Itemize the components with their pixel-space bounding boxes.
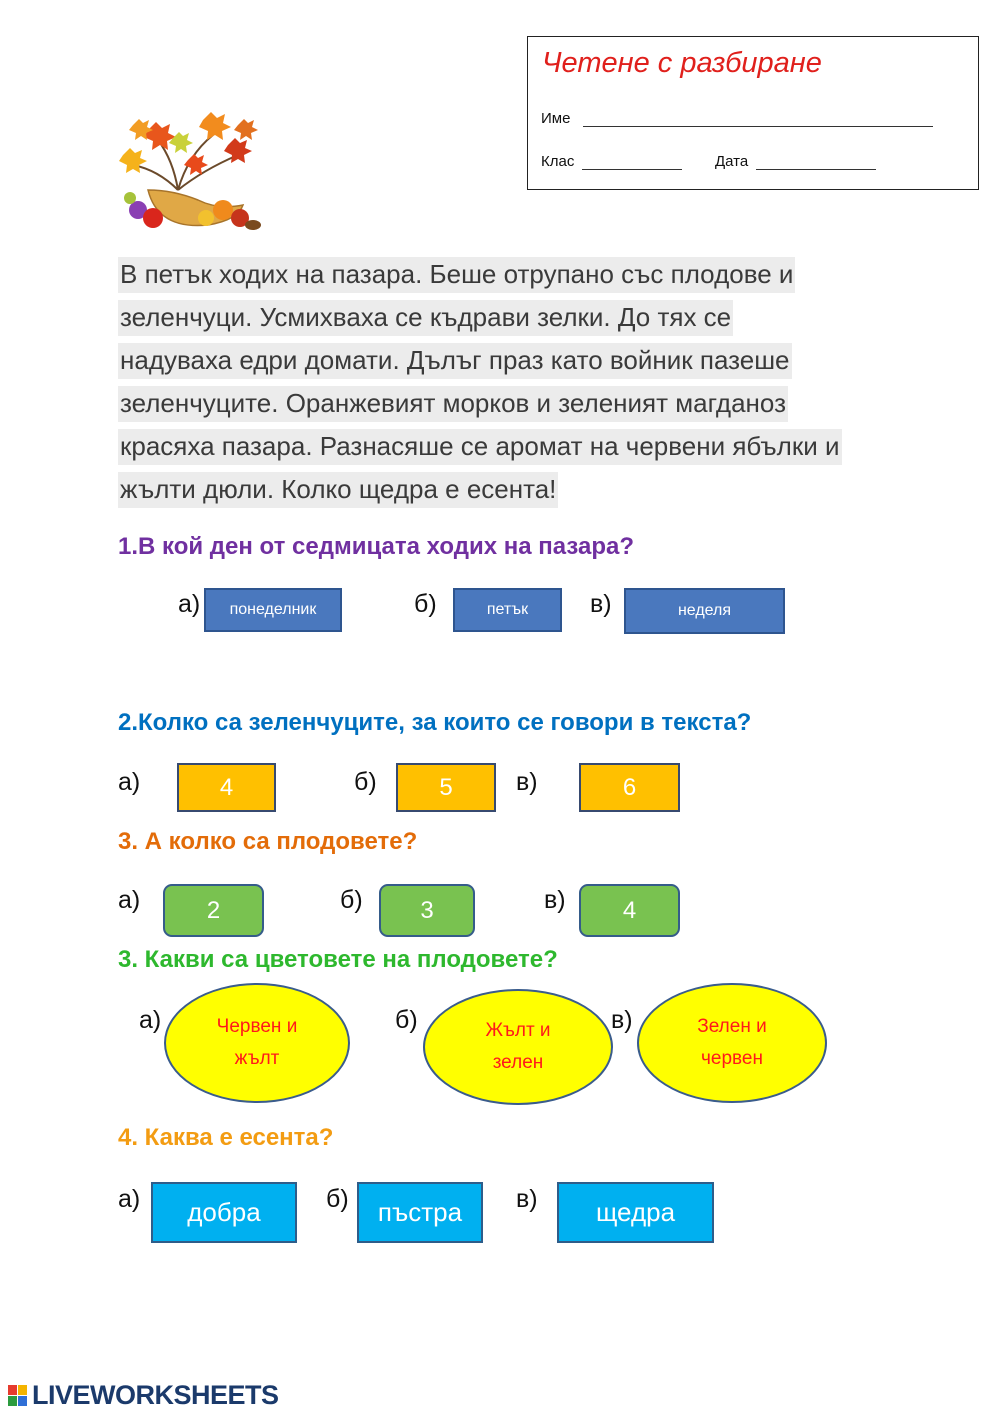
answer-text-line: жълт xyxy=(234,1048,280,1069)
answer-text-line: Зелен и xyxy=(697,1016,767,1037)
passage-line: зеленчуци. Усмихваха се къдрави зелки. До тях се xyxy=(118,300,733,336)
question-1: 1.В кой ден от седмицата ходих на пазара? xyxy=(118,533,634,560)
name-field[interactable] xyxy=(583,126,933,127)
answer-friday-button[interactable]: петък xyxy=(453,588,562,632)
answer-6-button[interactable]: 6 xyxy=(579,763,680,812)
date-label: Дата xyxy=(715,153,749,170)
question-3: 3. А колко са плодовете? xyxy=(118,828,418,855)
question-fruit-colors: 3. Какви са цветовете на плодовете? xyxy=(118,946,558,973)
option-label-b: б) xyxy=(395,1006,418,1034)
option-label-c: в) xyxy=(544,886,566,914)
answer-generous-button[interactable]: щедра xyxy=(557,1182,714,1243)
answer-monday-button[interactable]: понеделник xyxy=(204,588,342,632)
answer-good-button[interactable]: добра xyxy=(151,1182,297,1243)
worksheet-header-box xyxy=(527,36,979,190)
option-label-a: а) xyxy=(139,1006,162,1034)
class-label: Клас xyxy=(541,153,575,170)
option-label-a: а) xyxy=(178,590,201,618)
answer-4-button[interactable]: 4 xyxy=(177,763,276,812)
date-field[interactable] xyxy=(756,169,876,170)
liveworksheets-logo[interactable] xyxy=(8,1380,279,1411)
class-field[interactable] xyxy=(582,169,682,170)
answer-2-button[interactable]: 2 xyxy=(163,884,264,937)
passage-line: надуваха едри домати. Дълъг праз като войник пазеше xyxy=(118,343,792,379)
liveworksheets-blocks-icon xyxy=(8,1385,28,1407)
passage-line: жълти дюли. Колко щедра е есента! xyxy=(118,472,558,508)
option-label-b: б) xyxy=(414,590,437,618)
answer-green-red-oval[interactable] xyxy=(637,983,827,1103)
answer-3-button[interactable]: 3 xyxy=(379,884,475,937)
option-label-b: б) xyxy=(326,1185,349,1213)
option-label-c: в) xyxy=(611,1006,633,1034)
question-2: 2.Колко са зеленчуците, за които се говори в текста? xyxy=(118,709,752,736)
answer-text-line: Жълт и xyxy=(485,1020,551,1041)
footer-brand-text: LIVEWORKSHEETS xyxy=(32,1380,279,1410)
option-label-a: а) xyxy=(118,768,141,796)
answer-red-yellow-oval[interactable] xyxy=(164,983,350,1103)
answer-yellow-green-oval[interactable] xyxy=(423,989,613,1105)
name-label: Име xyxy=(541,110,571,127)
option-label-c: в) xyxy=(516,1185,538,1213)
option-label-a: а) xyxy=(118,1185,141,1213)
reading-passage xyxy=(118,253,878,511)
option-label-a: а) xyxy=(118,886,141,914)
answer-text-line: Червен и xyxy=(216,1016,298,1037)
answer-text-line: червен xyxy=(701,1048,763,1069)
worksheet-title: Четене с разбиране xyxy=(542,47,822,79)
answer-5-button[interactable]: 5 xyxy=(396,763,496,812)
answer-4-button[interactable]: 4 xyxy=(579,884,680,937)
answer-text-line: зелен xyxy=(492,1052,544,1073)
option-label-b: б) xyxy=(340,886,363,914)
passage-line: красяха пазара. Разнасяше се аромат на червени ябълки и xyxy=(118,429,842,465)
option-label-b: б) xyxy=(354,768,377,796)
passage-line: В петък ходих на пазара. Беше отрупано със плодове и xyxy=(118,257,795,293)
option-label-c: в) xyxy=(590,590,612,618)
answer-colorful-button[interactable]: пъстра xyxy=(357,1182,483,1243)
answer-sunday-button[interactable]: неделя xyxy=(624,588,785,634)
option-label-c: в) xyxy=(516,768,538,796)
question-autumn: 4. Каква е есента? xyxy=(118,1124,334,1151)
autumn-cornucopia-illustration xyxy=(118,110,263,235)
passage-line: зеленчуците. Оранжевият морков и зеленият магданоз xyxy=(118,386,788,422)
